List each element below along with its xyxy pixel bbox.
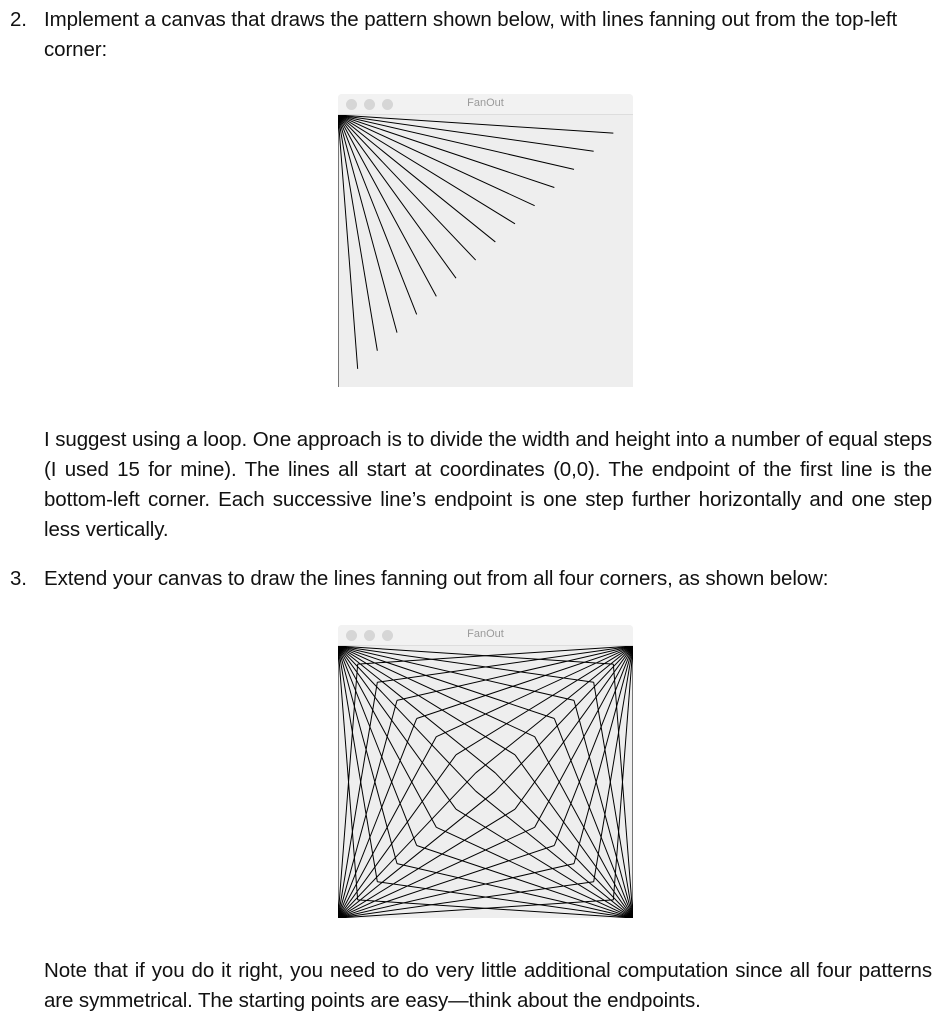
suggestion-paragraph: I suggest using a loop. One approach is to divide the width and height into a number of equal steps (I used 15 for mine). The lines all start at coordinates (0,0). The endpoint of the first line is the bottom-left corner. Each successive line’s endpoint is one step further horizontally and one step less vertically. [44, 428, 932, 541]
item-number: 2. [10, 8, 27, 31]
fan-line-bottom-right-11 [417, 845, 633, 918]
window-title: FanOut [467, 97, 504, 109]
fan-line-top-left-6 [338, 115, 456, 278]
fan-line-top-left-11 [338, 115, 554, 188]
fan-line-top-left-4 [338, 646, 417, 845]
fan-line-bottom-right-4 [554, 719, 633, 918]
fan-line-bottom-left-6 [338, 755, 456, 918]
instruction-item-3 [10, 564, 930, 594]
window-titlebar [338, 625, 633, 646]
fan-line-bottom-left-11 [338, 845, 554, 918]
fan-line-bottom-left-4 [338, 719, 417, 918]
fan-line-top-left-9 [338, 646, 515, 755]
fan-line-top-left-9 [338, 115, 515, 224]
fanout-canvas [338, 646, 633, 918]
fan-line-bottom-left-9 [338, 809, 515, 918]
item-number: 3. [10, 567, 27, 590]
fan-line-top-right-4 [554, 646, 633, 845]
window-title: FanOut [467, 628, 504, 640]
fan-line-top-left-6 [338, 646, 456, 809]
fan-line-top-right-9 [456, 646, 633, 755]
fan-line-top-right-11 [417, 646, 633, 719]
fan-line-top-left-11 [338, 646, 554, 719]
item-text: Implement a canvas that draws the pattern shown below, with lines fanning out from the top-left corner: [44, 8, 898, 61]
fan-line-top-left-4 [338, 115, 417, 314]
fan-line-top-right-6 [515, 646, 633, 809]
instruction-item-2 [10, 5, 930, 65]
fanout-window-top-left [338, 94, 633, 387]
fan-line-bottom-right-6 [515, 755, 633, 918]
note-paragraph: Note that if you do it right, you need to do very little additional computation since all four patterns are symmetrical. The starting points are easy—think about the endpoints. [44, 959, 932, 1012]
window-titlebar [338, 94, 633, 115]
fanout-canvas [338, 115, 633, 387]
item-text: Extend your canvas to draw the lines fanning out from all four corners, as shown below: [44, 567, 829, 590]
fan-line-bottom-right-9 [456, 809, 633, 918]
fanout-window-four-corners [338, 625, 633, 918]
